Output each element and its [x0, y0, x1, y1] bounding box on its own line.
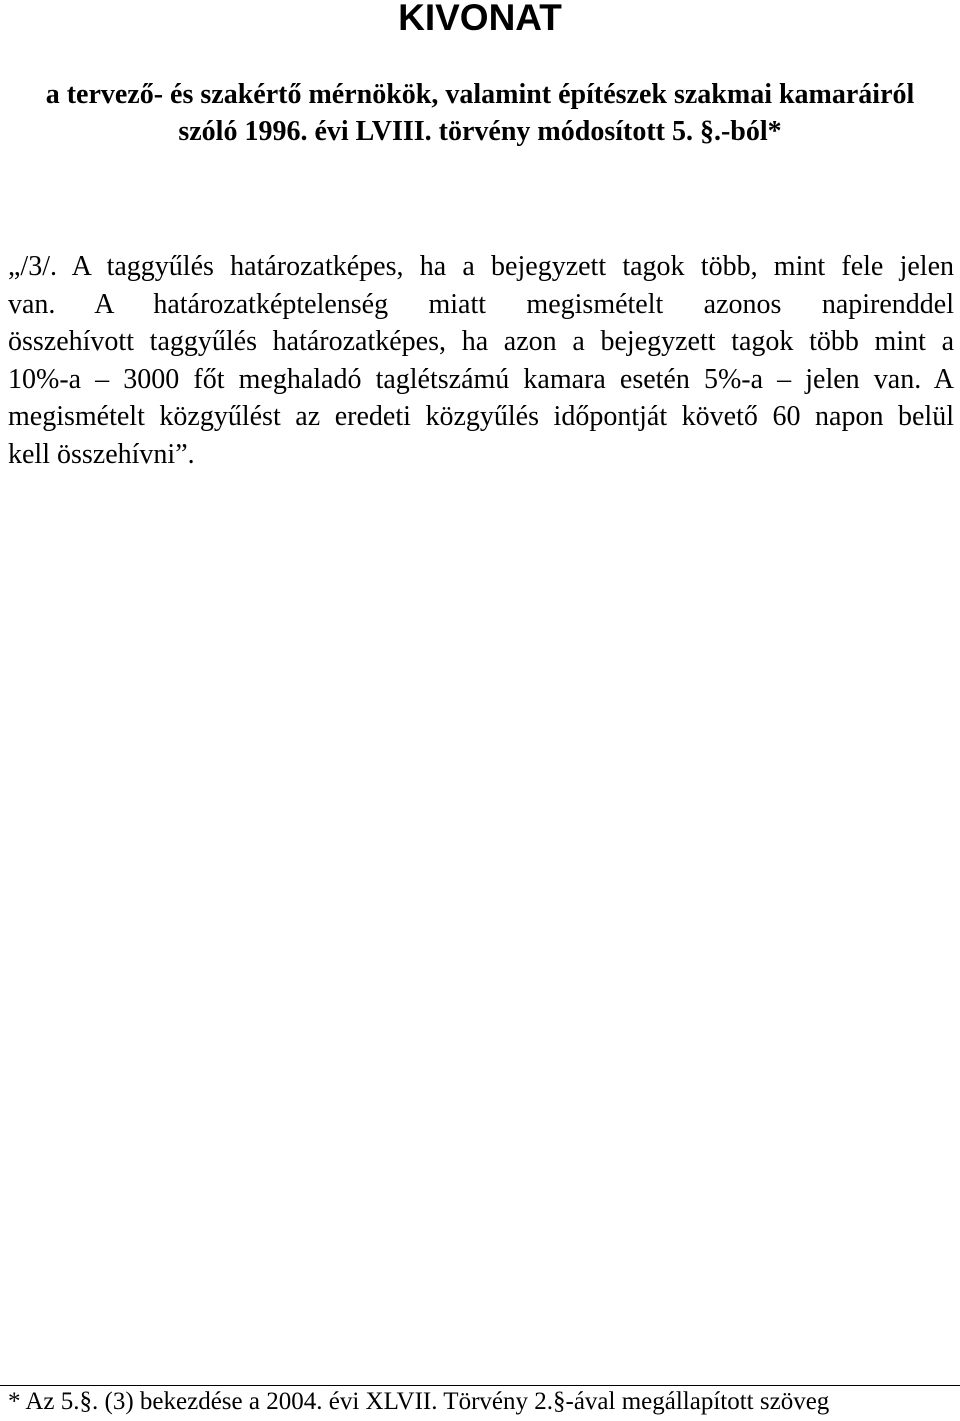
paragraph-line: van. A határozatképtelenség miatt megismételt azonos napirenddel [8, 288, 954, 320]
subtitle-line: a tervező- és szakértő mérnökök, valamint építészek szakmai kamaráiról [45, 79, 915, 110]
paragraph-line: 10%-a – 3000 főt meghaladó taglétszámú kamara esetén 5%-a – jelen van. A [8, 363, 954, 395]
footnote: * Az 5.§. (3) bekezdése a 2004. évi XLVII. Törvény 2.§-ával megállapított szöveg [8, 1388, 830, 1415]
body-paragraph [8, 248, 954, 473]
paragraph-line: „/3/. A taggyűlés határozatképes, ha a bejegyzett tagok több, mint fele jelen [8, 251, 954, 282]
paragraph-line: kell összehívni”. [8, 438, 195, 470]
page-title: KIVONAT [398, 0, 562, 38]
footnote-divider [0, 1385, 960, 1386]
paragraph-line: összehívott taggyűlés határozatképes, ha azon a bejegyzett tagok több mint a [8, 326, 954, 357]
document-subtitle [0, 76, 960, 150]
subtitle-line: szóló 1996. évi LVIII. törvény módosított 5. §.-ból* [178, 116, 782, 147]
paragraph-line: megismételt közgyűlést az eredeti közgyűlés időpontját követő 60 napon belül [8, 401, 954, 432]
